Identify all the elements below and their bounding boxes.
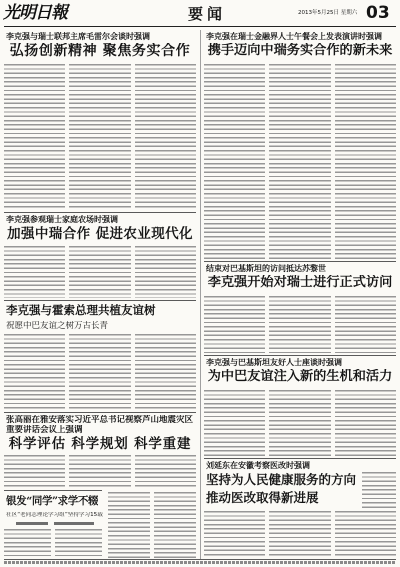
article-friendship-tree — [4, 301, 196, 411]
article-headline: 李克强与霍索总理共植友谊树 — [6, 304, 156, 317]
footer-rule — [4, 559, 396, 560]
article-headline: 科学评估 科学规划 科学重建 — [8, 436, 192, 452]
body-text-column — [135, 64, 196, 210]
body-text-column — [69, 455, 130, 489]
masthead-rule — [4, 26, 396, 27]
article-headline: 为中巴友谊注入新的生机和活力 — [207, 369, 393, 384]
article-subheadline: 社区“老同志理论学习组”坚持学习15载 — [6, 512, 103, 518]
article-body-continued — [108, 492, 196, 558]
body-text-column — [269, 390, 330, 456]
body-text-column — [69, 64, 130, 210]
article-headline-line: 坚持为人民健康服务的方向 — [206, 472, 357, 487]
article-kicker: 刘延东在安徽考察医改时强调 — [206, 461, 310, 470]
article-headline-line: 推动医改取得新进展 — [206, 490, 319, 505]
body-text-column — [335, 296, 396, 353]
body-text-column — [335, 64, 396, 259]
article-headline: 加强中瑞合作 促进农业现代化 — [7, 226, 193, 242]
body-text-column — [204, 64, 265, 259]
article-body-side — [362, 472, 396, 508]
article-arrival-zurich — [204, 262, 396, 354]
article-kicker: 李克强与巴基斯坦友好人士座谈时强调 — [206, 358, 342, 367]
body-text-column — [135, 334, 196, 410]
article-body — [204, 390, 396, 456]
body-text-column — [362, 472, 396, 508]
body-text-column — [4, 529, 51, 558]
section-title: 要闻 — [187, 5, 226, 23]
article-kicker-line: 重要讲话会议上强调 — [6, 425, 83, 435]
article-body — [204, 511, 396, 558]
article-kicker: 李克强与瑞士联邦主席毛雷尔会谈时强调 — [6, 32, 150, 41]
article-byline — [16, 522, 48, 525]
article-kicker: 结束对巴基斯坦的访问抵达苏黎世 — [206, 264, 326, 273]
body-text-column — [335, 511, 396, 558]
article-headline: 李克强开始对瑞士进行正式访问 — [207, 275, 393, 290]
article-body — [204, 296, 396, 353]
article-headline: 银发“同学”求学不辍 — [6, 495, 99, 507]
body-text-column — [204, 390, 265, 456]
column-divider — [200, 30, 201, 559]
article-body — [4, 334, 196, 410]
footer-imprint — [4, 561, 396, 564]
article-headline: 弘扬创新精神 聚焦务实合作 — [9, 43, 191, 59]
article-senior-study-group — [4, 491, 104, 558]
article-subheadline: 祝愿中巴友谊之树万古长青 — [6, 321, 109, 331]
body-text-column — [4, 334, 65, 410]
article-pakistan-friends — [204, 356, 396, 457]
article-finance-luncheon — [204, 30, 396, 260]
body-text-column — [154, 492, 196, 558]
newspaper-logo: 光明日報 — [3, 3, 67, 23]
body-text-column — [69, 334, 130, 410]
body-text-column — [4, 64, 65, 210]
article-divider — [4, 490, 102, 491]
body-text-column — [4, 246, 65, 298]
body-text-column — [69, 246, 130, 298]
body-text-column — [204, 296, 265, 353]
body-text-column — [4, 455, 65, 489]
body-text-column — [269, 64, 330, 259]
article-body — [4, 246, 196, 298]
body-text-column — [135, 455, 196, 489]
article-body — [4, 455, 196, 489]
article-headline: 携手迈向中瑞务实合作的新未来 — [207, 43, 393, 58]
article-healthcare-reform — [204, 459, 396, 558]
body-text-column — [135, 246, 196, 298]
article-maurer-talks — [4, 30, 196, 211]
article-kicker: 李克强参观瑞士家庭农场时强调 — [6, 215, 118, 224]
article-farm-visit — [4, 213, 196, 299]
body-text-column — [269, 511, 330, 558]
article-body — [4, 529, 102, 558]
article-kicker-line: 张高丽在雅安落实习近平总书记视察芦山地震灾区 — [6, 415, 194, 425]
body-text-column — [55, 529, 102, 558]
body-text-column — [269, 296, 330, 353]
page-number: 03 — [366, 3, 390, 23]
article-byline — [54, 522, 94, 525]
body-text-column — [335, 390, 396, 456]
issue-date: 2013年5月25日 星期六 — [298, 10, 358, 16]
body-text-column — [108, 492, 150, 558]
article-body — [4, 64, 196, 210]
article-kicker: 李克强在瑞士金融界人士午餐会上发表演讲时强调 — [206, 32, 382, 41]
article-body — [204, 64, 396, 259]
body-text-column — [204, 511, 265, 558]
